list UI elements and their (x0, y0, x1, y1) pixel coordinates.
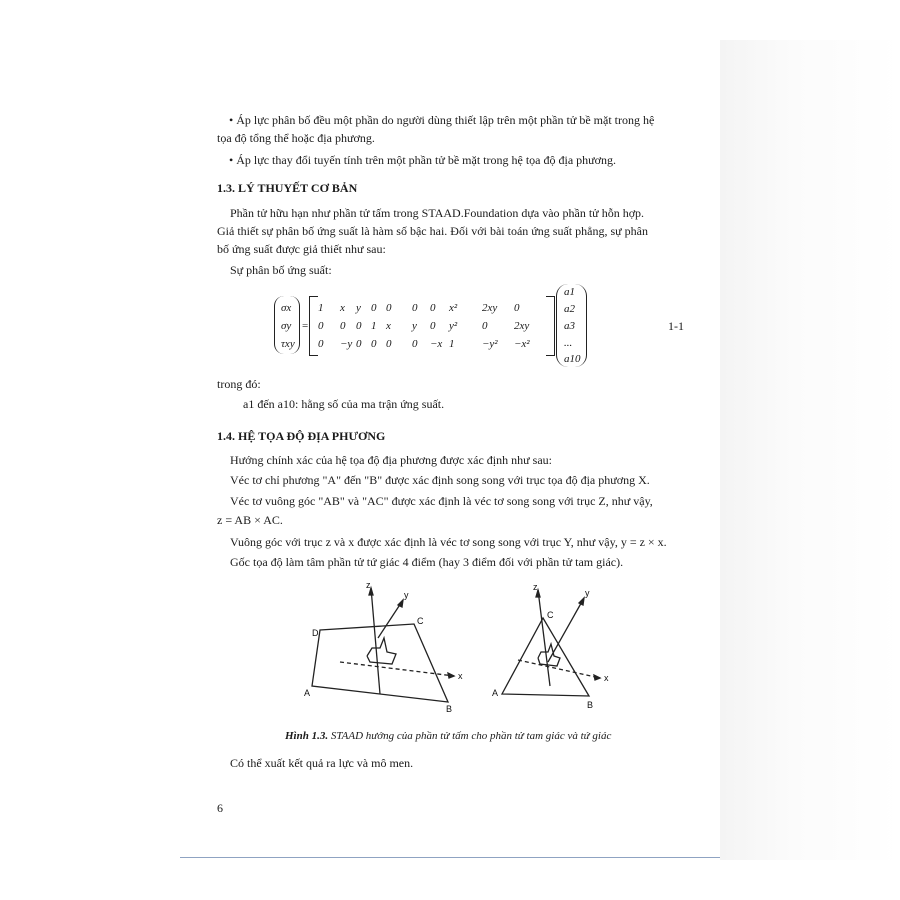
matrix-cell: 0 (430, 320, 436, 332)
matrix-cell: 0 (386, 302, 392, 314)
closing-line: Có thể xuất kết quả ra lực và mô men. (230, 756, 414, 770)
matrix-cell: 0 (412, 302, 418, 314)
quad-x-axis (340, 662, 454, 676)
where-label: trong đó: (217, 377, 261, 391)
matrix-cell: 0 (412, 338, 418, 350)
matrix-cell: −x (430, 338, 443, 350)
matrix-cell: −y (340, 338, 353, 350)
matrix-cell: 0 (386, 338, 392, 350)
matrix-cell: x (386, 320, 391, 332)
matrix-cell: 1 (449, 338, 455, 350)
triangle-x-arrowhead (594, 675, 600, 680)
vector-entry: a10 (564, 353, 581, 365)
paragraph-line: Véc tơ chỉ phương "A" đến "B" được xác định song song với trục tọa độ địa phương X. (230, 473, 650, 487)
quad-origin-symbol (367, 638, 396, 664)
matrix-cell: 0 (340, 320, 346, 332)
matrix-cell: 1 (371, 320, 377, 332)
page-number: 6 (217, 801, 223, 815)
matrix-cell: 0 (514, 302, 520, 314)
triangle-label-a: A (492, 688, 499, 698)
matrix-left-bracket (309, 296, 318, 356)
quad-x-arrowhead (448, 673, 454, 678)
matrix-cell: 1 (318, 302, 324, 314)
triangle-element-outline (502, 618, 589, 696)
paragraph-line: z = AB × AC. (217, 513, 283, 527)
matrix-cell: 0 (482, 320, 488, 332)
matrix-cell: 0 (318, 320, 324, 332)
quad-label-b: B (446, 704, 453, 714)
lhs-symbol: σy (281, 320, 292, 332)
matrix-cell: 0 (356, 320, 362, 332)
equation-number: 1-1 (668, 319, 684, 333)
triangle-label-y: y (585, 588, 590, 598)
matrix-cell: 2xy (482, 302, 498, 314)
equals-sign: = (302, 320, 309, 332)
vector-entry: a3 (564, 320, 575, 332)
section-heading: 1.3. LÝ THUYẾT CƠ BẢN (217, 181, 358, 195)
quad-label-c: C (417, 616, 424, 626)
matrix-cell: 0 (318, 338, 324, 350)
matrix-cell: 2xy (514, 320, 530, 332)
paragraph-line: Véc tơ vuông góc "AB" và "AC" được xác định là véc tơ song song với trục Z, như vậy, (230, 494, 653, 508)
matrix-cell: x² (449, 302, 458, 314)
paragraph-line: Giả thiết sự phân bố ứng suất là hàm số bậc hai. Đối với bài toán ứng suất phẳng, sự phân (217, 224, 648, 238)
vector-entry: a2 (564, 303, 575, 315)
triangle-label-c: C (547, 610, 554, 620)
matrix-cell: −y² (482, 338, 498, 350)
vector-entry: ... (564, 337, 573, 349)
bullet-continuation: tọa độ tổng thể hoặc địa phương. (217, 131, 375, 145)
paragraph-line: Gốc tọa độ làm tâm phần tử tứ giác 4 điểm (hay 3 điểm đối với phần tử tam giác). (230, 555, 624, 569)
paragraph-line: Phần tử hữu hạn như phần tử tấm trong STAAD.Foundation dựa vào phần tử hỗn hợp. (230, 206, 645, 220)
paragraph-line: Vuông góc với trục z và x được xác định là véc tơ song song với trục Y, như vậy, y = z × x. (230, 535, 667, 549)
quad-label-d: D (312, 628, 319, 638)
section-heading: 1.4. HỆ TỌA ĐỘ ĐỊA PHƯƠNG (217, 429, 386, 443)
matrix-cell: y (356, 302, 361, 314)
where-definition: a1 đến a10: hằng số của ma trận ứng suất. (243, 397, 445, 411)
matrix-cell: 0 (356, 338, 362, 350)
quad-label-a: A (304, 688, 311, 698)
bullet-item: • Áp lực thay đổi tuyến tính trên một phần tử bề mặt trong hệ tọa độ địa phương. (229, 153, 616, 167)
triangle-z-axis (538, 590, 550, 686)
quad-z-axis (371, 588, 380, 694)
matrix-cell: y (412, 320, 417, 332)
paragraph-line: Hướng chính xác của hệ tọa độ địa phương được xác định như sau: (230, 453, 552, 467)
quad-label-x: x (458, 671, 463, 681)
lhs-symbol: σx (281, 302, 292, 314)
figure-caption: Hình 1.3. STAAD hướng của phần tử tấm cho phần tử tam giác và tứ giác (285, 730, 612, 742)
matrix-cell: y² (449, 320, 458, 332)
coordinate-figure (300, 578, 620, 718)
bullet-item: • Áp lực phân bố đều một phần do người dùng thiết lập trên một phần tử bề mặt trong hệ (229, 113, 655, 127)
matrix-cell: 0 (371, 338, 377, 350)
quad-y-arrowhead (398, 600, 403, 607)
matrix-cell: x (340, 302, 345, 314)
quad-label-y: y (404, 590, 409, 600)
triangle-y-arrowhead (579, 598, 584, 605)
paragraph-line: Sự phân bố ứng suất: (230, 263, 332, 277)
lhs-symbol: τxy (281, 338, 295, 350)
matrix-cell: 0 (371, 302, 377, 314)
triangle-x-axis (518, 660, 600, 678)
matrix-cell: −x² (514, 338, 530, 350)
matrix-right-bracket (546, 296, 555, 356)
triangle-label-b: B (587, 700, 594, 710)
quad-label-z: z (366, 580, 371, 590)
vector-entry: a1 (564, 286, 575, 298)
paragraph-line: bố ứng suất được giả thiết như sau: (217, 242, 386, 256)
triangle-label-z: z (533, 582, 538, 592)
triangle-label-x: x (604, 673, 609, 683)
matrix-cell: 0 (430, 302, 436, 314)
